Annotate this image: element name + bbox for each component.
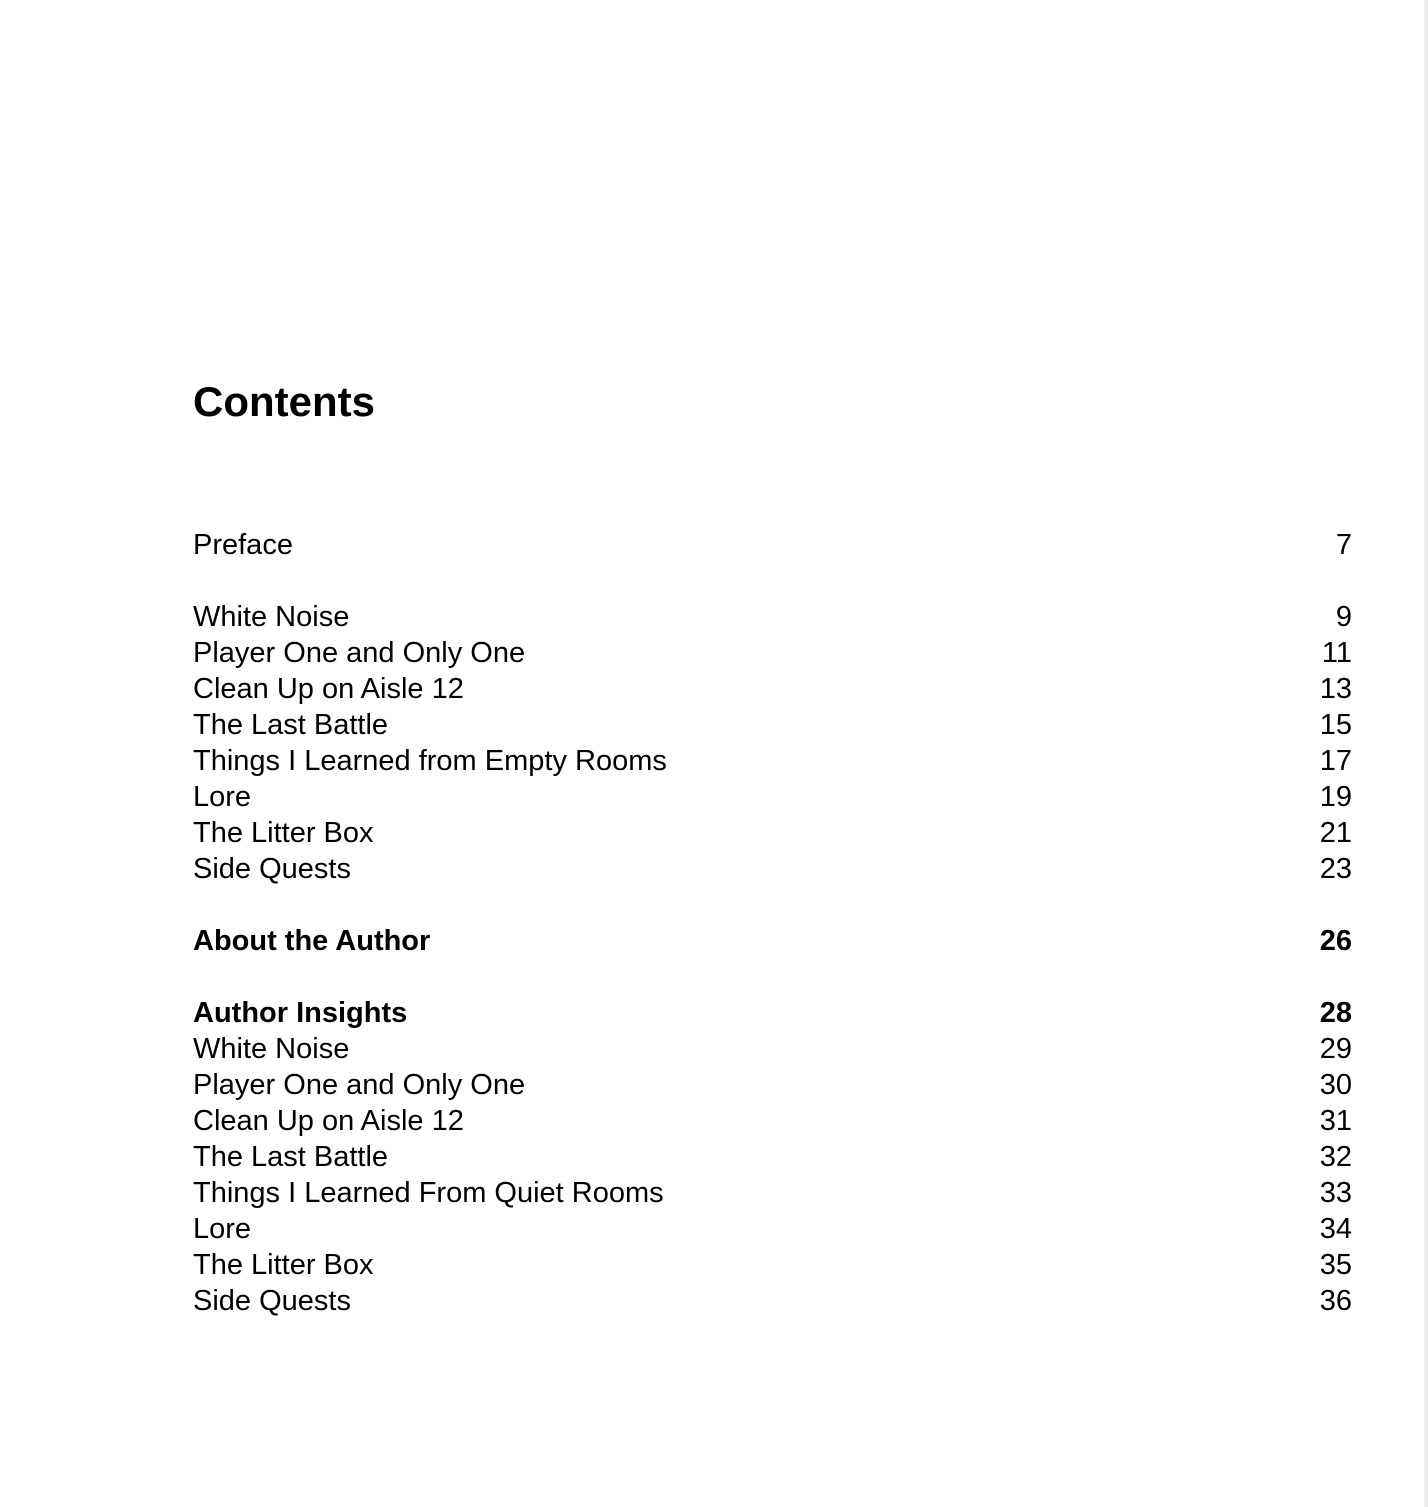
toc-entry[interactable] (193, 743, 1352, 779)
toc-entry[interactable] (193, 1139, 1352, 1175)
toc-entry-title: The Last Battle (193, 709, 389, 741)
toc-entry-title: The Last Battle (193, 1141, 389, 1173)
page-edge (1424, 0, 1428, 1507)
toc-page-number: 15 (1319, 709, 1352, 741)
toc-entry-title: Things I Learned From Quiet Rooms (193, 1177, 664, 1209)
toc-entry-title: About the Author (193, 925, 431, 957)
toc-page-number: 23 (1319, 853, 1352, 885)
toc-entry[interactable] (193, 923, 1352, 959)
toc-entry-title: The Litter Box (193, 1249, 374, 1281)
toc-page-number: 21 (1319, 817, 1352, 849)
toc-entry-title: Clean Up on Aisle 12 (193, 1105, 464, 1137)
toc-entry[interactable] (193, 1247, 1352, 1283)
toc-page-number: 9 (1335, 601, 1352, 633)
toc-page-number: 13 (1319, 673, 1352, 705)
toc-entry-title: Side Quests (193, 853, 351, 885)
toc-entry-title: White Noise (193, 601, 350, 633)
toc-page-number: 32 (1319, 1141, 1352, 1173)
toc-page-number: 7 (1335, 529, 1352, 561)
toc-entry-title: Lore (193, 781, 252, 813)
toc-page-number: 35 (1319, 1249, 1352, 1281)
toc-entry-title: Player One and Only One (193, 637, 526, 669)
toc-entry[interactable] (193, 707, 1352, 743)
toc-entry[interactable] (193, 1031, 1352, 1067)
toc-entry[interactable] (193, 851, 1352, 887)
toc-entry[interactable] (193, 995, 1352, 1031)
toc-entry[interactable] (193, 1211, 1352, 1247)
toc-page-number: 31 (1319, 1105, 1352, 1137)
toc-section (193, 995, 1352, 1319)
toc-page-number: 11 (1321, 637, 1352, 669)
toc-entry[interactable] (193, 671, 1352, 707)
toc-entry-title: The Litter Box (193, 817, 374, 849)
toc-page-number: 36 (1319, 1285, 1352, 1317)
toc-entry[interactable] (193, 779, 1352, 815)
toc-entry[interactable] (193, 1283, 1352, 1319)
toc-page-number: 28 (1319, 997, 1352, 1029)
toc-entry[interactable] (193, 1175, 1352, 1211)
toc-entry[interactable] (193, 815, 1352, 851)
toc-entry-title: Clean Up on Aisle 12 (193, 673, 464, 705)
toc-page-number: 33 (1319, 1177, 1352, 1209)
toc-entry[interactable] (193, 527, 1352, 563)
toc-page-number: 19 (1319, 781, 1352, 813)
toc-section (193, 527, 1352, 563)
toc-entry-title: White Noise (193, 1033, 350, 1065)
toc-page-number: 30 (1319, 1069, 1352, 1101)
toc-page-number: 34 (1319, 1213, 1352, 1245)
toc-entry-title: Things I Learned from Empty Rooms (193, 745, 667, 777)
toc-entry-title: Preface (193, 529, 293, 561)
toc-entry-title: Side Quests (193, 1285, 351, 1317)
toc-entry[interactable] (193, 599, 1352, 635)
toc-page-number: 29 (1319, 1033, 1352, 1065)
toc-entry-title: Lore (193, 1213, 252, 1245)
table-of-contents (193, 527, 1352, 1355)
toc-entry[interactable] (193, 1103, 1352, 1139)
toc-page-number: 26 (1319, 925, 1352, 957)
toc-section (193, 599, 1352, 887)
toc-entry-title: Player One and Only One (193, 1069, 526, 1101)
toc-page-number: 17 (1319, 745, 1352, 777)
page-title: Contents (193, 378, 375, 425)
toc-entry-title: Author Insights (193, 997, 408, 1029)
toc-entry[interactable] (193, 1067, 1352, 1103)
toc-entry[interactable] (193, 635, 1352, 671)
toc-section (193, 923, 1352, 959)
